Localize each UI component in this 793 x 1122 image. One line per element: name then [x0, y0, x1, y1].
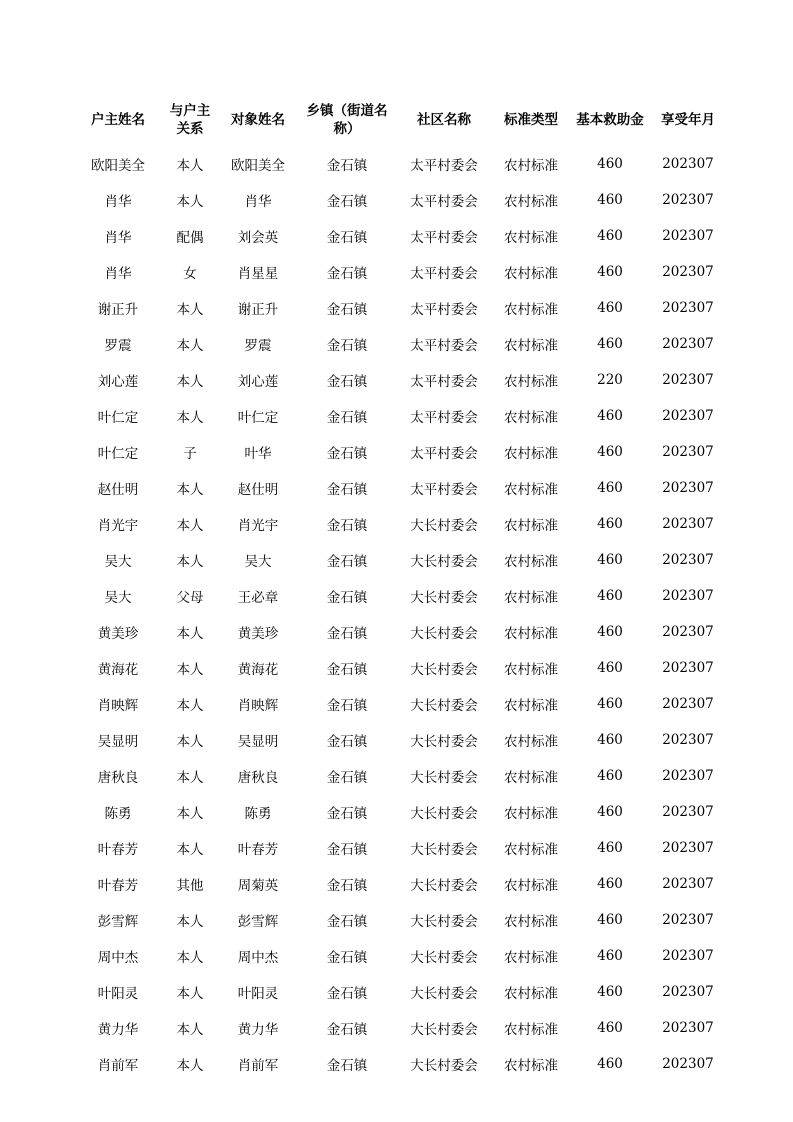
- cell-basic-assistance-amount: 460: [597, 588, 623, 605]
- cell-relationship: 本人: [176, 734, 204, 751]
- cell-relationship: 本人: [176, 986, 204, 1003]
- cell-basic-assistance-amount: 460: [597, 552, 623, 569]
- cell-household-head-name: 唐秋良: [97, 770, 139, 787]
- cell-relationship: 本人: [176, 554, 204, 571]
- table-row: [74, 686, 726, 722]
- cell-relationship: 女: [183, 266, 197, 283]
- cell-township: 金石镇: [326, 194, 368, 211]
- cell-relationship: 本人: [176, 338, 204, 355]
- cell-household-head-name: 肖光宇: [97, 518, 139, 535]
- table-row: [74, 1010, 726, 1046]
- cell-standard-type: 农村标准: [504, 518, 558, 535]
- cell-township: 金石镇: [326, 842, 368, 859]
- cell-benefit-month: 202307: [662, 948, 714, 965]
- cell-household-head-name: 吴大: [104, 554, 132, 571]
- cell-community: 大长村委会: [410, 914, 478, 931]
- cell-recipient-name: 彭雪辉: [237, 914, 279, 931]
- cell-standard-type: 农村标准: [504, 770, 558, 787]
- cell-recipient-name: 肖星星: [237, 266, 279, 283]
- cell-township: 金石镇: [326, 374, 368, 391]
- table-header: [74, 96, 726, 146]
- cell-recipient-name: 黄力华: [237, 1022, 279, 1039]
- table-row: [74, 326, 726, 362]
- column-header-benefit-month: 享受年月: [661, 112, 715, 129]
- table-row: [74, 974, 726, 1010]
- cell-recipient-name: 刘会英: [237, 230, 279, 247]
- cell-community: 大长村委会: [410, 950, 478, 967]
- cell-basic-assistance-amount: 460: [597, 1056, 623, 1073]
- cell-recipient-name: 叶春芳: [237, 842, 279, 859]
- cell-standard-type: 农村标准: [504, 806, 558, 823]
- cell-relationship: 本人: [176, 842, 204, 859]
- cell-household-head-name: 叶春芳: [97, 842, 139, 859]
- cell-household-head-name: 吴显明: [97, 734, 139, 751]
- table-row: [74, 830, 726, 866]
- cell-township: 金石镇: [326, 734, 368, 751]
- cell-basic-assistance-amount: 460: [597, 228, 623, 245]
- cell-community: 大长村委会: [410, 698, 478, 715]
- cell-community: 大长村委会: [410, 878, 478, 895]
- cell-township: 金石镇: [326, 770, 368, 787]
- column-header-recipient-name: 对象姓名: [231, 112, 285, 129]
- cell-benefit-month: 202307: [662, 876, 714, 893]
- table-row: [74, 938, 726, 974]
- cell-basic-assistance-amount: 460: [597, 408, 623, 425]
- cell-community: 大长村委会: [410, 986, 478, 1003]
- cell-basic-assistance-amount: 460: [597, 516, 623, 533]
- cell-community: 大长村委会: [410, 734, 478, 751]
- cell-household-head-name: 赵仕明: [97, 482, 139, 499]
- cell-relationship: 父母: [176, 590, 204, 607]
- cell-recipient-name: 肖映辉: [237, 698, 279, 715]
- cell-standard-type: 农村标准: [504, 194, 558, 211]
- cell-basic-assistance-amount: 460: [597, 804, 623, 821]
- cell-recipient-name: 黄海花: [237, 662, 279, 679]
- cell-relationship: 本人: [176, 770, 204, 787]
- table-row: [74, 794, 726, 830]
- cell-community: 太平村委会: [410, 446, 478, 463]
- cell-basic-assistance-amount: 460: [597, 1020, 623, 1037]
- column-header-relationship: 与户主关系: [169, 103, 211, 138]
- cell-benefit-month: 202307: [662, 552, 714, 569]
- table-row: [74, 722, 726, 758]
- cell-standard-type: 农村标准: [504, 302, 558, 319]
- cell-benefit-month: 202307: [662, 804, 714, 821]
- cell-standard-type: 农村标准: [504, 950, 558, 967]
- cell-standard-type: 农村标准: [504, 1058, 558, 1075]
- cell-township: 金石镇: [326, 590, 368, 607]
- table-row: [74, 470, 726, 506]
- cell-benefit-month: 202307: [662, 300, 714, 317]
- cell-community: 大长村委会: [410, 662, 478, 679]
- cell-household-head-name: 黄力华: [97, 1022, 139, 1039]
- cell-benefit-month: 202307: [662, 408, 714, 425]
- cell-benefit-month: 202307: [662, 264, 714, 281]
- cell-household-head-name: 罗震: [104, 338, 132, 355]
- cell-relationship: 本人: [176, 806, 204, 823]
- table-row: [74, 218, 726, 254]
- cell-household-head-name: 肖华: [104, 194, 132, 211]
- table-row: [74, 614, 726, 650]
- cell-community: 大长村委会: [410, 590, 478, 607]
- cell-standard-type: 农村标准: [504, 158, 558, 175]
- cell-household-head-name: 黄海花: [97, 662, 139, 679]
- cell-benefit-month: 202307: [662, 336, 714, 353]
- cell-standard-type: 农村标准: [504, 410, 558, 427]
- cell-recipient-name: 陈勇: [244, 806, 272, 823]
- cell-recipient-name: 唐秋良: [237, 770, 279, 787]
- cell-township: 金石镇: [326, 410, 368, 427]
- cell-household-head-name: 彭雪辉: [97, 914, 139, 931]
- cell-standard-type: 农村标准: [504, 446, 558, 463]
- cell-benefit-month: 202307: [662, 984, 714, 1001]
- cell-township: 金石镇: [326, 626, 368, 643]
- table-row: [74, 1046, 726, 1082]
- cell-standard-type: 农村标准: [504, 734, 558, 751]
- cell-recipient-name: 肖光宇: [237, 518, 279, 535]
- table-row: [74, 290, 726, 326]
- cell-community: 大长村委会: [410, 1022, 478, 1039]
- cell-benefit-month: 202307: [662, 732, 714, 749]
- cell-basic-assistance-amount: 460: [597, 876, 623, 893]
- cell-community: 大长村委会: [410, 626, 478, 643]
- cell-household-head-name: 吴大: [104, 590, 132, 607]
- cell-recipient-name: 谢正升: [237, 302, 279, 319]
- cell-community: 太平村委会: [410, 158, 478, 175]
- cell-recipient-name: 吴显明: [237, 734, 279, 751]
- cell-benefit-month: 202307: [662, 840, 714, 857]
- cell-benefit-month: 202307: [662, 1056, 714, 1073]
- cell-relationship: 本人: [176, 1058, 204, 1075]
- table-row: [74, 146, 726, 182]
- cell-household-head-name: 叶春芳: [97, 878, 139, 895]
- cell-relationship: 其他: [176, 878, 204, 895]
- cell-community: 太平村委会: [410, 374, 478, 391]
- cell-township: 金石镇: [326, 266, 368, 283]
- cell-standard-type: 农村标准: [504, 842, 558, 859]
- cell-township: 金石镇: [326, 950, 368, 967]
- column-header-standard-type: 标准类型: [504, 112, 558, 129]
- cell-household-head-name: 肖映辉: [97, 698, 139, 715]
- cell-benefit-month: 202307: [662, 156, 714, 173]
- cell-benefit-month: 202307: [662, 228, 714, 245]
- cell-community: 太平村委会: [410, 302, 478, 319]
- cell-standard-type: 农村标准: [504, 266, 558, 283]
- cell-basic-assistance-amount: 460: [597, 300, 623, 317]
- cell-basic-assistance-amount: 460: [597, 840, 623, 857]
- table-row: [74, 542, 726, 578]
- cell-basic-assistance-amount: 220: [597, 372, 623, 389]
- cell-basic-assistance-amount: 460: [597, 948, 623, 965]
- cell-community: 大长村委会: [410, 806, 478, 823]
- cell-basic-assistance-amount: 460: [597, 768, 623, 785]
- cell-community: 大长村委会: [410, 1058, 478, 1075]
- cell-standard-type: 农村标准: [504, 1022, 558, 1039]
- cell-township: 金石镇: [326, 482, 368, 499]
- cell-benefit-month: 202307: [662, 912, 714, 929]
- cell-recipient-name: 周中杰: [237, 950, 279, 967]
- cell-recipient-name: 叶仁定: [237, 410, 279, 427]
- cell-household-head-name: 周中杰: [97, 950, 139, 967]
- cell-relationship: 本人: [176, 482, 204, 499]
- table-row: [74, 902, 726, 938]
- cell-standard-type: 农村标准: [504, 482, 558, 499]
- cell-recipient-name: 黄美珍: [237, 626, 279, 643]
- cell-benefit-month: 202307: [662, 444, 714, 461]
- cell-township: 金石镇: [326, 518, 368, 535]
- cell-household-head-name: 谢正升: [97, 302, 139, 319]
- cell-basic-assistance-amount: 460: [597, 624, 623, 641]
- cell-relationship: 本人: [176, 410, 204, 427]
- cell-community: 太平村委会: [410, 230, 478, 247]
- cell-recipient-name: 叶华: [244, 446, 272, 463]
- cell-standard-type: 农村标准: [504, 878, 558, 895]
- table-body: [74, 146, 726, 1082]
- cell-benefit-month: 202307: [662, 192, 714, 209]
- cell-community: 太平村委会: [410, 410, 478, 427]
- cell-benefit-month: 202307: [662, 624, 714, 641]
- cell-household-head-name: 叶阳灵: [97, 986, 139, 1003]
- table-row: [74, 650, 726, 686]
- cell-relationship: 本人: [176, 374, 204, 391]
- cell-relationship: 本人: [176, 302, 204, 319]
- cell-community: 大长村委会: [410, 518, 478, 535]
- cell-recipient-name: 赵仕明: [237, 482, 279, 499]
- cell-community: 太平村委会: [410, 338, 478, 355]
- cell-township: 金石镇: [326, 986, 368, 1003]
- cell-relationship: 子: [183, 446, 197, 463]
- cell-recipient-name: 吴大: [244, 554, 272, 571]
- cell-household-head-name: 叶仁定: [97, 446, 139, 463]
- cell-standard-type: 农村标准: [504, 374, 558, 391]
- cell-relationship: 本人: [176, 914, 204, 931]
- cell-benefit-month: 202307: [662, 660, 714, 677]
- cell-basic-assistance-amount: 460: [597, 984, 623, 1001]
- cell-household-head-name: 陈勇: [104, 806, 132, 823]
- cell-standard-type: 农村标准: [504, 554, 558, 571]
- cell-township: 金石镇: [326, 158, 368, 175]
- cell-community: 太平村委会: [410, 266, 478, 283]
- cell-township: 金石镇: [326, 698, 368, 715]
- cell-township: 金石镇: [326, 662, 368, 679]
- cell-basic-assistance-amount: 460: [597, 912, 623, 929]
- table-row: [74, 254, 726, 290]
- cell-relationship: 本人: [176, 518, 204, 535]
- cell-benefit-month: 202307: [662, 1020, 714, 1037]
- cell-household-head-name: 黄美珍: [97, 626, 139, 643]
- cell-benefit-month: 202307: [662, 696, 714, 713]
- cell-standard-type: 农村标准: [504, 626, 558, 643]
- cell-township: 金石镇: [326, 1058, 368, 1075]
- cell-basic-assistance-amount: 460: [597, 336, 623, 353]
- cell-relationship: 配偶: [176, 230, 204, 247]
- table-row: [74, 758, 726, 794]
- cell-household-head-name: 刘心莲: [97, 374, 139, 391]
- cell-basic-assistance-amount: 460: [597, 732, 623, 749]
- cell-township: 金石镇: [326, 878, 368, 895]
- cell-township: 金石镇: [326, 806, 368, 823]
- cell-standard-type: 农村标准: [504, 338, 558, 355]
- cell-household-head-name: 肖华: [104, 266, 132, 283]
- cell-community: 大长村委会: [410, 770, 478, 787]
- column-header-household-head-name: 户主姓名: [91, 112, 145, 129]
- table-row: [74, 578, 726, 614]
- cell-benefit-month: 202307: [662, 588, 714, 605]
- table-row: [74, 434, 726, 470]
- cell-basic-assistance-amount: 460: [597, 696, 623, 713]
- cell-basic-assistance-amount: 460: [597, 444, 623, 461]
- cell-standard-type: 农村标准: [504, 230, 558, 247]
- cell-benefit-month: 202307: [662, 372, 714, 389]
- cell-basic-assistance-amount: 460: [597, 660, 623, 677]
- cell-recipient-name: 周菊英: [237, 878, 279, 895]
- cell-basic-assistance-amount: 460: [597, 192, 623, 209]
- cell-recipient-name: 罗震: [244, 338, 272, 355]
- cell-township: 金石镇: [326, 914, 368, 931]
- cell-community: 太平村委会: [410, 482, 478, 499]
- cell-recipient-name: 肖华: [244, 194, 272, 211]
- cell-township: 金石镇: [326, 446, 368, 463]
- table-row: [74, 362, 726, 398]
- cell-household-head-name: 肖前军: [97, 1058, 139, 1075]
- cell-standard-type: 农村标准: [504, 914, 558, 931]
- table-row: [74, 866, 726, 902]
- cell-household-head-name: 叶仁定: [97, 410, 139, 427]
- cell-community: 大长村委会: [410, 842, 478, 859]
- cell-basic-assistance-amount: 460: [597, 480, 623, 497]
- cell-relationship: 本人: [176, 626, 204, 643]
- cell-benefit-month: 202307: [662, 480, 714, 497]
- column-header-community: 社区名称: [417, 112, 471, 129]
- cell-recipient-name: 肖前军: [237, 1058, 279, 1075]
- cell-standard-type: 农村标准: [504, 662, 558, 679]
- cell-township: 金石镇: [326, 338, 368, 355]
- table-header-row: [74, 96, 726, 146]
- cell-relationship: 本人: [176, 158, 204, 175]
- cell-benefit-month: 202307: [662, 768, 714, 785]
- cell-township: 金石镇: [326, 230, 368, 247]
- cell-benefit-month: 202307: [662, 516, 714, 533]
- cell-recipient-name: 欧阳美全: [231, 158, 285, 175]
- cell-household-head-name: 欧阳美全: [91, 158, 145, 175]
- cell-relationship: 本人: [176, 950, 204, 967]
- cell-township: 金石镇: [326, 1022, 368, 1039]
- column-header-basic-assistance-amount: 基本救助金: [576, 112, 644, 129]
- cell-township: 金石镇: [326, 554, 368, 571]
- table-row: [74, 182, 726, 218]
- cell-recipient-name: 王必章: [237, 590, 279, 607]
- cell-standard-type: 农村标准: [504, 590, 558, 607]
- cell-relationship: 本人: [176, 698, 204, 715]
- table-row: [74, 506, 726, 542]
- column-header-township: 乡镇（街道名称）: [306, 103, 388, 138]
- cell-community: 太平村委会: [410, 194, 478, 211]
- cell-township: 金石镇: [326, 302, 368, 319]
- cell-relationship: 本人: [176, 194, 204, 211]
- cell-relationship: 本人: [176, 662, 204, 679]
- cell-standard-type: 农村标准: [504, 986, 558, 1003]
- cell-relationship: 本人: [176, 1022, 204, 1039]
- assistance-recipients-table: [74, 96, 726, 1082]
- cell-recipient-name: 叶阳灵: [237, 986, 279, 1003]
- table-row: [74, 398, 726, 434]
- cell-standard-type: 农村标准: [504, 698, 558, 715]
- cell-recipient-name: 刘心莲: [237, 374, 279, 391]
- cell-household-head-name: 肖华: [104, 230, 132, 247]
- cell-basic-assistance-amount: 460: [597, 156, 623, 173]
- cell-community: 大长村委会: [410, 554, 478, 571]
- cell-basic-assistance-amount: 460: [597, 264, 623, 281]
